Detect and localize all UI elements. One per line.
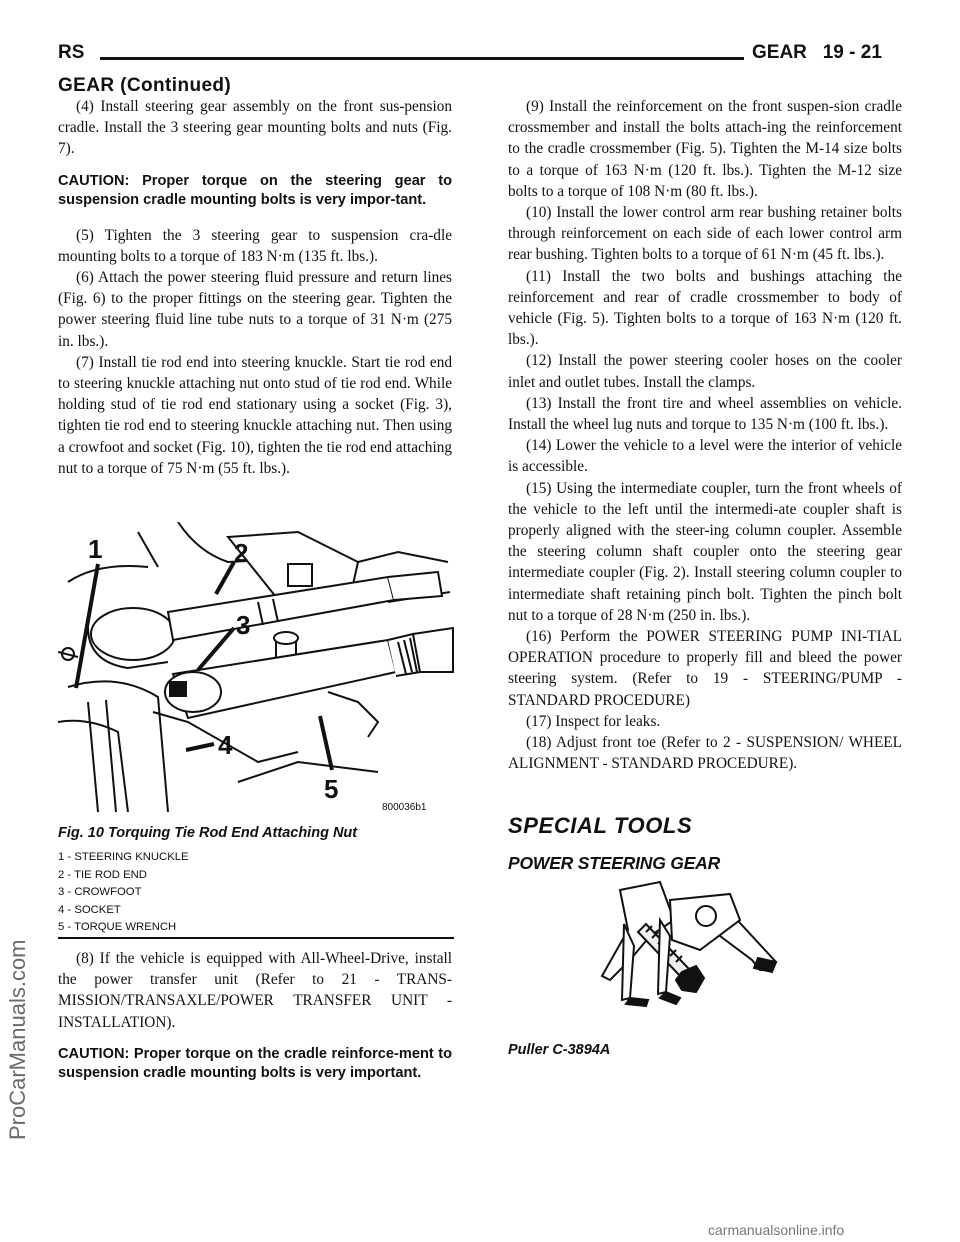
step-7: (7) Install tie rod end into steering knuckle. Start tie rod end to steering knuckle attaching nut onto stud of tie rod end. While holding stud of tie rod end stationary using a socket (Fig. 3), tighten tie rod end to steering knuckle attaching nut. Then using a crowfoot and socket (Fig. 10), tighten the tie rod end attaching nut to a torque of 75 N·m (55 ft. lbs.). bbox=[58, 353, 452, 477]
continued-heading: GEAR (Continued) bbox=[58, 75, 232, 96]
left-column-bottom bbox=[58, 948, 452, 1098]
caution-steering-gear: CAUTION: Proper torque on the steering gear to suspension cradle mounting bolts is very impor-tant. bbox=[58, 172, 452, 209]
figure-bottom-rule bbox=[58, 937, 454, 939]
right-column bbox=[508, 96, 902, 775]
step-4: (4) Install steering gear assembly on the front sus-pension cradle. Install the 3 steering gear mounting bolts and nuts (Fig. 7). bbox=[58, 98, 452, 158]
footer-watermark: carmanualsonline.info bbox=[708, 1222, 845, 1238]
fig10-illustration bbox=[58, 522, 454, 820]
legend-item: 1 - STEERING KNUCKLE bbox=[58, 851, 189, 863]
header-page-ref: GEAR 19 - 21 bbox=[752, 42, 882, 63]
step-9: (9) Install the reinforcement on the front suspen-sion cradle crossmember and install the bolts attach-ing the reinforcement to the cradle crossmember (Fig. 5). Tighten the M-14 size bolts to a torque of 163 N·m (120 ft. lbs.). Tighten the M-12 size bolts to a torque of 108 N·m (80 ft. lbs.). bbox=[508, 98, 902, 200]
header-rule bbox=[100, 57, 744, 60]
callout-4: 4 bbox=[218, 730, 233, 760]
figure-code: 800036b1 bbox=[382, 802, 427, 813]
step-5: (5) Tighten the 3 steering gear to suspension cra-dle mounting bolts to a torque of 183 N·m (135 ft. lbs.). bbox=[58, 226, 452, 265]
step-11: (11) Install the two bolts and bushings attaching the reinforcement and rear of cradle crossmember to body of vehicle (Fig. 5). Tighten bolts to a torque of 163 N·m (120 ft. lbs.). bbox=[508, 267, 902, 349]
figure-title: Fig. 10 Torquing Tie Rod End Attaching Nut bbox=[58, 825, 358, 841]
step-18: (18) Adjust front toe (Refer to 2 - SUSPENSION/ WHEEL ALIGNMENT - STANDARD PROCEDURE). bbox=[508, 734, 902, 773]
callout-2: 2 bbox=[234, 538, 249, 568]
step-13: (13) Install the front tire and wheel assemblies on vehicle. Install the wheel lug nuts and torque to 135 N·m (100 ft. lbs.). bbox=[508, 394, 902, 434]
power-steering-gear-heading: POWER STEERING GEAR bbox=[508, 853, 721, 873]
caution-cradle-reinforcement: CAUTION: Proper torque on the cradle reinforce-ment to suspension cradle mounting bolts is very important. bbox=[58, 1045, 452, 1082]
step-12: (12) Install the power steering cooler hoses on the cooler inlet and outlet tubes. Install the clamps. bbox=[508, 352, 902, 391]
step-10: (10) Install the lower control arm rear bushing retainer bolts through reinforcement on each side of each lower control arm rear bushing. Tighten bolts to a torque of 61 N·m (45 ft. lbs.). bbox=[508, 204, 902, 264]
left-column-top bbox=[58, 96, 452, 479]
step-8: (8) If the vehicle is equipped with All-Wheel-Drive, install the power transfer unit (Refer to 21 - TRANS-MISSION/TRANSAXLE/POWER TRANSFER UNIT - INSTALLATION). bbox=[58, 950, 452, 1031]
figure-legend bbox=[58, 849, 189, 937]
special-tools-heading: SPECIAL TOOLS bbox=[508, 813, 693, 838]
header-section-code: RS bbox=[58, 42, 85, 63]
legend-item: 4 - SOCKET bbox=[58, 903, 121, 916]
legend-item: 2 - TIE ROD END bbox=[58, 868, 147, 881]
callout-3: 3 bbox=[236, 610, 251, 640]
step-14: (14) Lower the vehicle to a level were the interior of vehicle is accessible. bbox=[508, 437, 902, 476]
step-17: (17) Inspect for leaks. bbox=[526, 712, 661, 730]
step-15: (15) Using the intermediate coupler, turn the front wheels of the vehicle to the left until the intermedi-ate coupler shaft is properly aligned with the steer-ing column coupler. Assemble the steering column shaft coupler onto the steering gear intermediate coupler (Fig. 2). Install steering column coupler to intermediate shaft retaining pinch bolt. Tighten the pinch bolt nut to a torque of 28 N·m (250 in. lbs.). bbox=[508, 479, 902, 624]
puller-tool-illustration bbox=[600, 880, 780, 1030]
tool-caption: Puller C-3894A bbox=[508, 1042, 611, 1058]
callout-1: 1 bbox=[88, 534, 103, 564]
legend-item: 5 - TORQUE WRENCH bbox=[58, 921, 177, 933]
side-watermark: ProCarManuals.com bbox=[5, 939, 30, 1140]
step-16: (16) Perform the POWER STEERING PUMP INI-TIAL OPERATION procedure to properly fill and bleed the power steering system. (Refer to 19 - STEERING/PUMP - STANDARD PROCEDURE) bbox=[508, 628, 902, 709]
callout-5: 5 bbox=[324, 774, 339, 804]
step-6: (6) Attach the power steering fluid pressure and return lines (Fig. 6) to the proper fittings on the steering gear. Tighten the power steering fluid line tube nuts to a torque of 31 N·m (275 in. lbs.). bbox=[58, 269, 452, 350]
legend-item: 3 - CROWFOOT bbox=[58, 886, 142, 898]
